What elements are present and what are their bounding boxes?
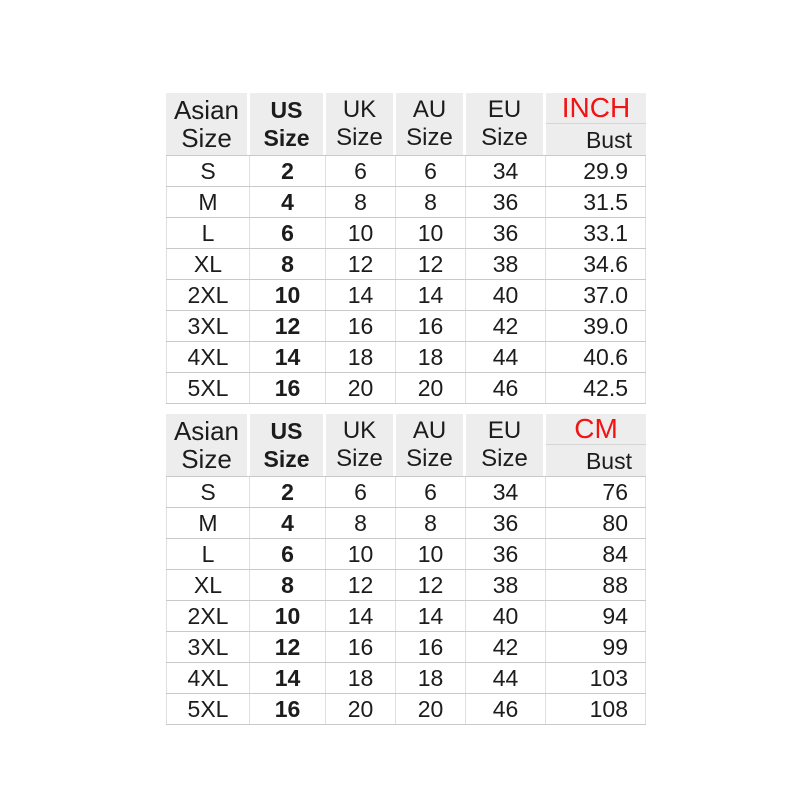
cell-bust: 76 bbox=[546, 477, 646, 507]
cell-asian-size: M bbox=[166, 187, 250, 217]
header-label-line2: Size bbox=[263, 446, 310, 472]
header-cell-au-size bbox=[396, 93, 466, 155]
cell-eu-size: 34 bbox=[466, 477, 546, 507]
cell-bust: 88 bbox=[546, 570, 646, 600]
table-row-s bbox=[166, 477, 646, 508]
header-cell-au-size bbox=[396, 414, 466, 476]
cell-eu-size: 36 bbox=[466, 187, 546, 217]
cell-au-size: 10 bbox=[396, 218, 466, 248]
header-cell-eu-size bbox=[466, 93, 546, 155]
header-cell-uk-size bbox=[326, 414, 396, 476]
unit-label: INCH bbox=[546, 93, 646, 124]
header-label-line2: Size bbox=[406, 124, 453, 151]
header-label-line2: Size bbox=[336, 445, 383, 472]
cell-au-size: 12 bbox=[396, 249, 466, 279]
cell-bust: 40.6 bbox=[546, 342, 646, 372]
cell-bust: 108 bbox=[546, 694, 646, 724]
table-row-l bbox=[166, 539, 646, 570]
cell-us-size: 14 bbox=[250, 342, 326, 372]
table-row-3xl bbox=[166, 632, 646, 663]
cell-us-size: 6 bbox=[250, 218, 326, 248]
cell-bust: 103 bbox=[546, 663, 646, 693]
header-cell-us-size bbox=[250, 414, 326, 476]
cell-uk-size: 10 bbox=[326, 539, 396, 569]
cell-au-size: 18 bbox=[396, 342, 466, 372]
cell-uk-size: 18 bbox=[326, 663, 396, 693]
cell-bust: 42.5 bbox=[546, 373, 646, 403]
cell-eu-size: 42 bbox=[466, 311, 546, 341]
cell-au-size: 12 bbox=[396, 570, 466, 600]
header-label-line2: Size bbox=[481, 124, 528, 151]
cell-au-size: 6 bbox=[396, 477, 466, 507]
cell-asian-size: S bbox=[166, 156, 250, 186]
header-label-line2: Size bbox=[481, 445, 528, 472]
cell-eu-size: 46 bbox=[466, 373, 546, 403]
table-row-xl bbox=[166, 249, 646, 280]
cell-us-size: 10 bbox=[250, 601, 326, 631]
cell-bust: 29.9 bbox=[546, 156, 646, 186]
cell-asian-size: 4XL bbox=[166, 342, 250, 372]
header-cell-uk-size bbox=[326, 93, 396, 155]
cell-eu-size: 36 bbox=[466, 218, 546, 248]
cell-eu-size: 42 bbox=[466, 632, 546, 662]
table-row-s bbox=[166, 156, 646, 187]
cell-bust: 84 bbox=[546, 539, 646, 569]
cell-eu-size: 44 bbox=[466, 663, 546, 693]
cell-us-size: 8 bbox=[250, 249, 326, 279]
header-label-line1: US bbox=[270, 97, 303, 123]
cell-eu-size: 44 bbox=[466, 342, 546, 372]
cell-asian-size: 5XL bbox=[166, 694, 250, 724]
table-row-4xl bbox=[166, 342, 646, 373]
table-row-5xl bbox=[166, 373, 646, 404]
cell-us-size: 16 bbox=[250, 373, 326, 403]
table-row-m bbox=[166, 508, 646, 539]
table-row-2xl bbox=[166, 601, 646, 632]
cell-us-size: 2 bbox=[250, 477, 326, 507]
header-cell-cm bbox=[546, 414, 646, 476]
table-row-2xl bbox=[166, 280, 646, 311]
cell-asian-size: 2XL bbox=[166, 280, 250, 310]
header-label-line1: UK bbox=[342, 417, 377, 444]
cell-eu-size: 38 bbox=[466, 570, 546, 600]
cell-asian-size: 5XL bbox=[166, 373, 250, 403]
unit-label: CM bbox=[546, 414, 646, 445]
header-label-line1: EU bbox=[487, 417, 522, 444]
table-row-4xl bbox=[166, 663, 646, 694]
header-cell-asian-size bbox=[166, 414, 250, 476]
cell-eu-size: 34 bbox=[466, 156, 546, 186]
cell-uk-size: 6 bbox=[326, 477, 396, 507]
cell-us-size: 14 bbox=[250, 663, 326, 693]
cell-eu-size: 38 bbox=[466, 249, 546, 279]
header-row bbox=[166, 93, 646, 155]
size-table-inch bbox=[166, 93, 646, 404]
cell-uk-size: 18 bbox=[326, 342, 396, 372]
cell-au-size: 20 bbox=[396, 373, 466, 403]
cell-uk-size: 12 bbox=[326, 570, 396, 600]
cell-uk-size: 8 bbox=[326, 508, 396, 538]
cell-asian-size: M bbox=[166, 508, 250, 538]
cell-uk-size: 20 bbox=[326, 694, 396, 724]
header-label-line2: Size bbox=[263, 125, 310, 151]
cell-bust: 39.0 bbox=[546, 311, 646, 341]
cell-asian-size: S bbox=[166, 477, 250, 507]
header-label-line1: Asian bbox=[173, 95, 240, 125]
cell-au-size: 6 bbox=[396, 156, 466, 186]
cell-uk-size: 10 bbox=[326, 218, 396, 248]
cell-eu-size: 46 bbox=[466, 694, 546, 724]
cell-au-size: 10 bbox=[396, 539, 466, 569]
cell-asian-size: 3XL bbox=[166, 632, 250, 662]
table-rows bbox=[166, 476, 646, 725]
cell-uk-size: 16 bbox=[326, 311, 396, 341]
cell-uk-size: 12 bbox=[326, 249, 396, 279]
cell-asian-size: L bbox=[166, 218, 250, 248]
header-label-line1: EU bbox=[487, 96, 522, 123]
cell-eu-size: 36 bbox=[466, 508, 546, 538]
measure-label: Bust bbox=[585, 126, 632, 153]
table-row-3xl bbox=[166, 311, 646, 342]
header-label-line2: Size bbox=[181, 444, 232, 474]
cell-asian-size: 2XL bbox=[166, 601, 250, 631]
cell-us-size: 4 bbox=[250, 187, 326, 217]
cell-bust: 31.5 bbox=[546, 187, 646, 217]
header-label-line1: US bbox=[270, 418, 303, 444]
cell-us-size: 12 bbox=[250, 311, 326, 341]
cell-asian-size: XL bbox=[166, 570, 250, 600]
header-row bbox=[166, 414, 646, 476]
size-table-cm bbox=[166, 414, 646, 725]
cell-bust: 33.1 bbox=[546, 218, 646, 248]
header-label-line1: AU bbox=[412, 417, 447, 444]
cell-bust: 37.0 bbox=[546, 280, 646, 310]
cell-us-size: 4 bbox=[250, 508, 326, 538]
header-label-line2: Size bbox=[406, 445, 453, 472]
cell-asian-size: 3XL bbox=[166, 311, 250, 341]
cell-uk-size: 14 bbox=[326, 601, 396, 631]
cell-asian-size: 4XL bbox=[166, 663, 250, 693]
header-label-line1: Asian bbox=[173, 416, 240, 446]
cell-us-size: 6 bbox=[250, 539, 326, 569]
cell-au-size: 16 bbox=[396, 311, 466, 341]
cell-eu-size: 36 bbox=[466, 539, 546, 569]
cell-eu-size: 40 bbox=[466, 280, 546, 310]
cell-bust: 34.6 bbox=[546, 249, 646, 279]
cell-us-size: 10 bbox=[250, 280, 326, 310]
cell-au-size: 8 bbox=[396, 187, 466, 217]
table-row-5xl bbox=[166, 694, 646, 725]
header-cell-inch bbox=[546, 93, 646, 155]
cell-au-size: 8 bbox=[396, 508, 466, 538]
cell-au-size: 14 bbox=[396, 280, 466, 310]
cell-us-size: 16 bbox=[250, 694, 326, 724]
table-rows bbox=[166, 155, 646, 404]
cell-asian-size: XL bbox=[166, 249, 250, 279]
cell-us-size: 2 bbox=[250, 156, 326, 186]
cell-au-size: 16 bbox=[396, 632, 466, 662]
cell-au-size: 18 bbox=[396, 663, 466, 693]
cell-au-size: 20 bbox=[396, 694, 466, 724]
cell-uk-size: 20 bbox=[326, 373, 396, 403]
cell-us-size: 12 bbox=[250, 632, 326, 662]
header-label-line1: AU bbox=[412, 96, 447, 123]
cell-eu-size: 40 bbox=[466, 601, 546, 631]
header-label-line1: UK bbox=[342, 96, 377, 123]
header-cell-us-size bbox=[250, 93, 326, 155]
header-label-line2: Size bbox=[181, 123, 232, 153]
cell-bust: 80 bbox=[546, 508, 646, 538]
cell-bust: 94 bbox=[546, 601, 646, 631]
header-label-line2: Size bbox=[336, 124, 383, 151]
cell-uk-size: 8 bbox=[326, 187, 396, 217]
cell-asian-size: L bbox=[166, 539, 250, 569]
measure-label: Bust bbox=[585, 447, 632, 474]
cell-us-size: 8 bbox=[250, 570, 326, 600]
table-row-l bbox=[166, 218, 646, 249]
size-chart-tables bbox=[166, 93, 646, 735]
table-row-m bbox=[166, 187, 646, 218]
cell-uk-size: 14 bbox=[326, 280, 396, 310]
table-row-xl bbox=[166, 570, 646, 601]
header-cell-asian-size bbox=[166, 93, 250, 155]
cell-uk-size: 6 bbox=[326, 156, 396, 186]
cell-uk-size: 16 bbox=[326, 632, 396, 662]
cell-bust: 99 bbox=[546, 632, 646, 662]
header-cell-eu-size bbox=[466, 414, 546, 476]
cell-au-size: 14 bbox=[396, 601, 466, 631]
